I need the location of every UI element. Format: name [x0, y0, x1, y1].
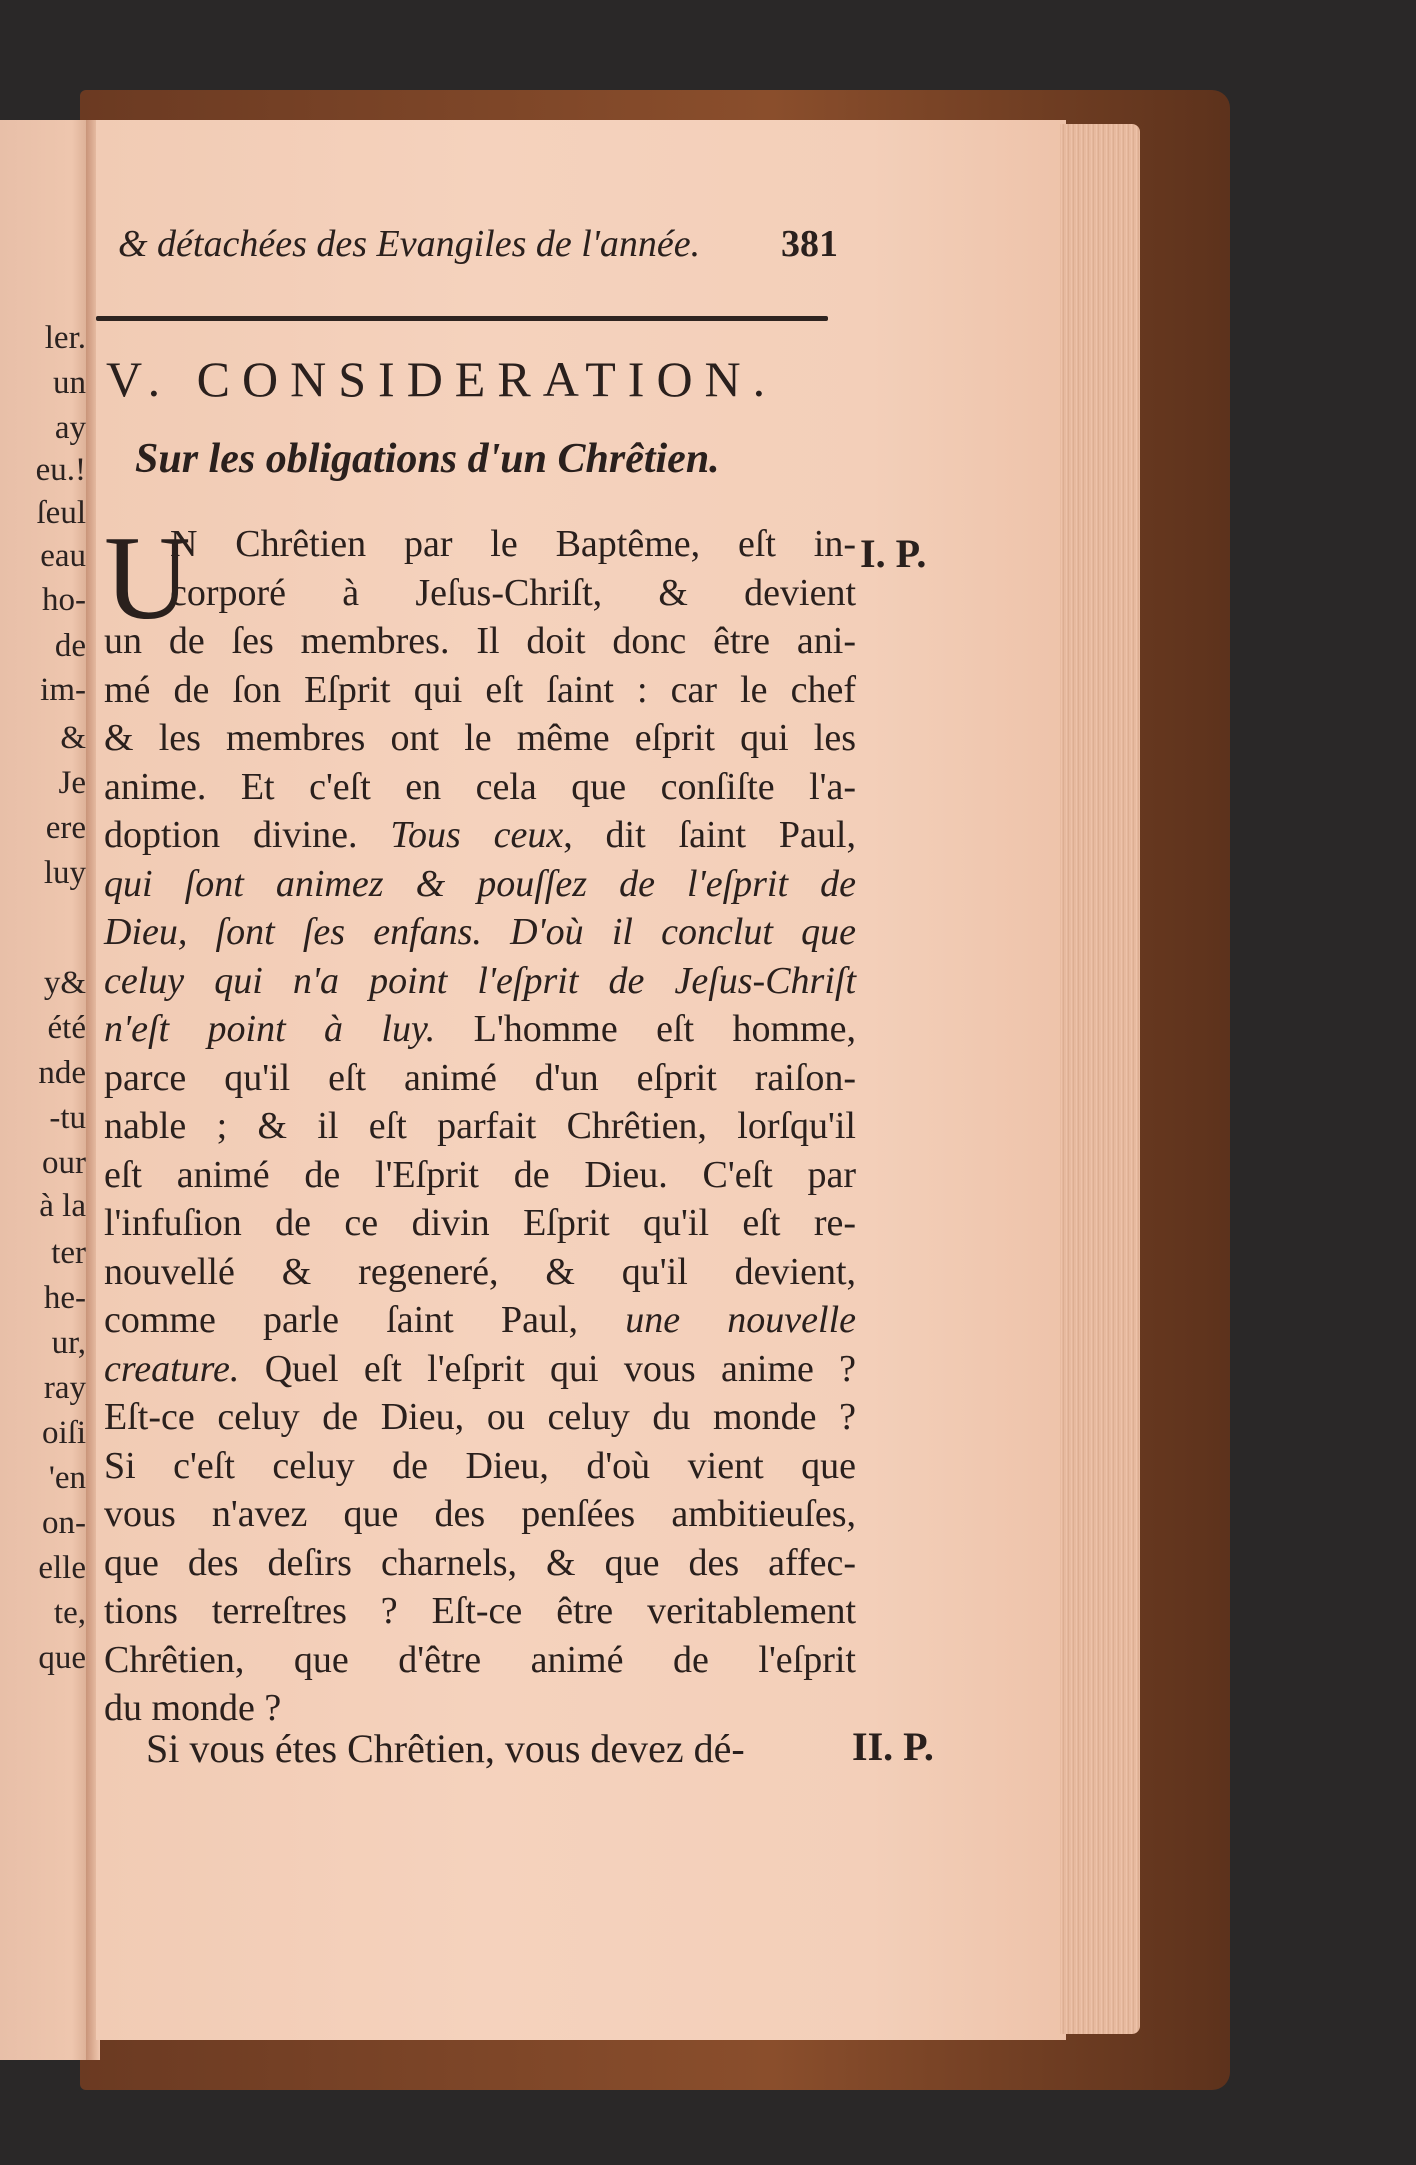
left-page-fragment: Je	[58, 765, 86, 801]
italic-quote: qui ſont animez & pouſſez de l'eſprit de	[104, 862, 856, 905]
text-line: comme parle ſaint Paul, une nouvelle	[104, 1299, 856, 1341]
left-page-fragment: été	[47, 1010, 86, 1046]
italic-quote: n'eſt point à luy.	[104, 1008, 436, 1050]
text-line: Chrêtien, que d'être animé de l'eſprit	[104, 1638, 856, 1681]
left-page-fragment: -tu	[49, 1100, 86, 1136]
text-line: nable ; & il eſt parfait Chrêtien, lorſqu'il	[104, 1105, 856, 1147]
left-page-fragment: ray	[43, 1370, 86, 1406]
body-text	[104, 511, 856, 1733]
text-line	[104, 957, 856, 1006]
left-page-fragment: on-	[42, 1505, 86, 1541]
left-page-fragment: oiſi	[41, 1415, 86, 1451]
left-page-fragment: eu.!	[35, 452, 86, 488]
running-header	[118, 222, 838, 266]
section-subtitle: Sur les obligations d'un Chrêtien.	[135, 436, 720, 482]
text-line: Eſt-ce celuy de Dieu, ou celuy du monde ?	[104, 1396, 856, 1438]
left-page-fragment: he-	[43, 1280, 86, 1316]
text-line	[104, 908, 856, 957]
left-page-fragment: te,	[53, 1595, 86, 1631]
left-page	[0, 120, 90, 2060]
left-page-fragment: que	[38, 1640, 86, 1676]
text-line: mé de ſon Eſprit qui eſt ſaint : car le chef	[104, 668, 856, 711]
left-page-fragment: ho-	[42, 582, 86, 618]
text-line: l'infuſion de ce divin Eſprit qu'il eſt re-	[104, 1202, 856, 1244]
text-line	[104, 860, 856, 909]
text-line: du monde ?	[104, 1687, 282, 1729]
text-line: eſt animé de l'Eſprit de Dieu. C'eſt par	[104, 1153, 856, 1196]
italic-quote: une nouvelle	[625, 1299, 856, 1341]
text-line: vous n'avez que des penſées ambitieuſes,	[104, 1493, 856, 1535]
page-number: 381	[781, 223, 838, 265]
text-line: creature. Quel eſt l'eſprit qui vous anime ?	[104, 1347, 856, 1390]
text-line: N Chrêtien par le Baptême, eſt in-	[170, 523, 856, 565]
margin-note-first: I. P.	[860, 531, 927, 576]
left-page-fragment: un	[53, 365, 86, 401]
left-page-fragment: ere	[45, 810, 86, 846]
header-rule	[96, 316, 828, 321]
text-line: Si c'eſt celuy de Dieu, d'où vient que	[104, 1444, 856, 1487]
margin-note-second: II. P.	[852, 1724, 934, 1769]
text-line: tions terreſtres ? Eſt-ce être veritablement	[104, 1590, 856, 1632]
italic-quote: celuy qui n'a point l'eſprit de Jeſus-Chriſt	[104, 959, 856, 1002]
text-line: nouvellé & regeneré, & qu'il devient,	[104, 1250, 856, 1293]
section-title: V. CONSIDERATION.	[106, 351, 778, 407]
text-line: corporé à Jeſus-Chriſt, & devient	[170, 571, 856, 614]
drop-cap: U	[104, 511, 191, 644]
left-page-fragment: ay	[54, 410, 86, 446]
running-title: & détachées des Evangiles de l'année.	[118, 223, 701, 265]
text-line: doption divine. Tous ceux, dit ſaint Paul,	[104, 814, 856, 856]
left-page-fragment: luy	[43, 855, 86, 891]
text-line: n'eſt point à luy. L'homme eſt homme,	[104, 1008, 856, 1050]
text-line: que des deſirs charnels, & que des affec-	[104, 1541, 856, 1584]
left-page-fragment: ſeul	[36, 495, 86, 531]
left-page-fragment: ler.	[44, 320, 86, 356]
left-page-fragment: eau	[40, 538, 86, 574]
text-line: & les membres ont le même eſprit qui les	[104, 717, 856, 759]
text-line: un de ſes membres. Il doit donc être ani-	[104, 620, 856, 662]
italic-quote: Dieu, ſont ſes enfans. D'où il conclut que	[104, 911, 856, 953]
left-page-fragment: ter	[51, 1235, 86, 1271]
left-page-fragment: nde	[38, 1055, 86, 1091]
left-page-fragment: &	[60, 720, 86, 756]
italic-quote: Tous ceux	[390, 814, 564, 856]
left-page-fragment: im-	[40, 672, 86, 708]
left-page-fragment: y&	[43, 965, 86, 1001]
text-line: anime. Et c'eſt en cela que conſiſte l'a-	[104, 765, 856, 808]
left-page-fragment: elle	[38, 1550, 86, 1586]
left-page-fragment: our	[42, 1145, 86, 1181]
left-page-fragment: de	[54, 628, 86, 664]
left-page-fragment: à la	[39, 1188, 86, 1224]
left-page-fragment: 'en	[48, 1460, 86, 1496]
italic-quote: creature.	[104, 1347, 240, 1390]
page-edges	[1060, 124, 1140, 2034]
closing-line: Si vous étes Chrêtien, vous devez dé-	[146, 1726, 745, 1771]
left-page-fragment: ur,	[51, 1325, 86, 1361]
text-line: parce qu'il eſt animé d'un eſprit raiſon-	[104, 1056, 856, 1099]
